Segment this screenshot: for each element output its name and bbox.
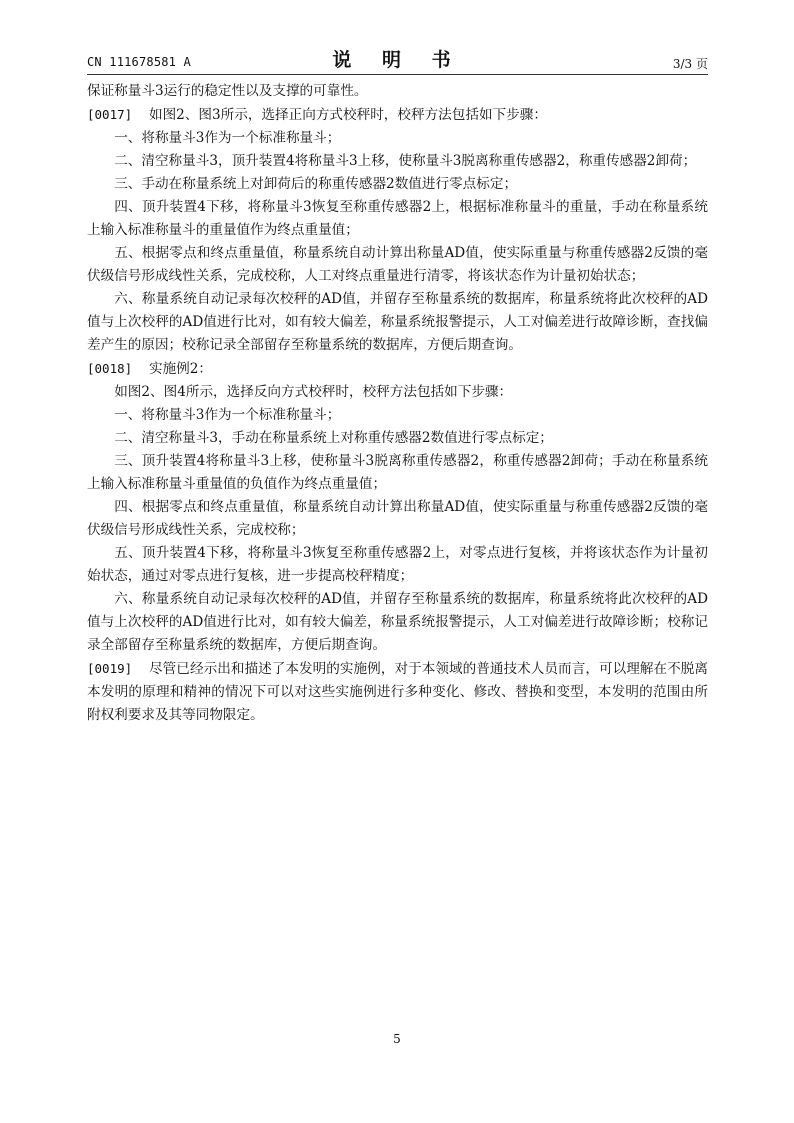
step-item: 四、顶升装置4下移，将称量斗3恢复至称重传感器2上，根据标准称量斗的重量，手动在称量系统上输入标准称量斗的重量值作为终点重量值； — [87, 199, 708, 238]
paragraph-text: 实施例2： — [149, 361, 213, 377]
step-item: 二、清空称量斗3，手动在称量系统上对称重传感器2数值进行零点标定； — [114, 430, 553, 446]
paragraph-0018 — [87, 357, 708, 381]
document-title: 说 明 书 — [332, 49, 463, 71]
paragraph-text: 如图2、图3所示，选择正向方式校秤时，校秤方法包括如下步骤： — [149, 107, 547, 123]
paragraph-number: [0018] — [87, 361, 133, 376]
step-item: 二、清空称量斗3，顶升装置4将称量斗3上移，使称量斗3脱离称重传感器2，称重传感器2卸荷； — [114, 153, 697, 169]
paragraph-0017 — [87, 103, 708, 127]
paragraph-number: [0019] — [87, 661, 133, 676]
page-number: 5 — [393, 1032, 401, 1046]
paragraph-number: [0017] — [87, 107, 133, 122]
step-item: 一、将称量斗3作为一个标准称量斗； — [114, 407, 341, 423]
paragraph-text: 尽管已经示出和描述了本发明的实施例，对于本领域的普通技术人员而言，可以理解在不脱离本发明的原理和精神的情况下可以对这些实施例进行多种变化、修改、替换和变型，本发明的范围由所附权利要求及其等同物限定。 — [87, 661, 708, 723]
step-item: 五、顶升装置4下移，将称量斗3恢复至称重传感器2上，对零点进行复核，并将该状态作为计量初始状态，通过对零点进行复核，进一步提高校秤精度； — [87, 545, 708, 584]
step-item: 六、称量系统自动记录每次校秤的AD值，并留存至称量系统的数据库，称量系统将此次校秤的AD值与上次校秤的AD值进行比对，如有较大偏差，称量系统报警提示，人工对偏差进行故障诊断，查找偏差产生的原因；校称记录全部留存至称量系统的数据库，方便后期查询。 — [87, 291, 708, 353]
step-item: 一、将称量斗3作为一个标准称量斗； — [114, 130, 341, 146]
publication-number: CN 111678581 A — [87, 55, 191, 69]
page-info: 3/3 页 — [672, 57, 708, 71]
step-item: 三、手动在称量系统上对卸荷后的称重传感器2数值进行零点标定； — [114, 176, 518, 192]
step-item: 四、根据零点和终点重量值，称量系统自动计算出称量AD值，使实际重量与称重传感器2反馈的毫伏级信号形成线性关系，完成校称； — [87, 499, 708, 538]
paragraph-0019 — [87, 657, 708, 727]
step-item: 五、根据零点和终点重量值，称量系统自动计算出称量AD值，使实际重量与称重传感器2反馈的毫伏级信号形成线性关系，完成校称，人工对终点重量进行清零，将该状态作为计量初始状态； — [87, 245, 708, 284]
document-body — [87, 80, 708, 727]
step-item: 六、称量系统自动记录每次校秤的AD值，并留存至称量系统的数据库，称量系统将此次校秤的AD值与上次校秤的AD值进行比对，如有较大偏差，称量系统报警提示，人工对偏差进行故障诊断；校称记录全部留存至称量系统的数据库，方便后期查询。 — [87, 591, 708, 653]
step-item: 三、顶升装置4将称量斗3上移，使称量斗3脱离称重传感器2，称重传感器2卸荷；手动在称量系统上输入标准称量斗重量值的负值作为终点重量值； — [87, 453, 708, 492]
page-header — [87, 44, 708, 75]
example-intro: 如图2、图4所示，选择反向方式校秤时，校秤方法包括如下步骤： — [114, 384, 513, 400]
continuation-line: 保证称量斗3运行的稳定性以及支撑的可靠性。 — [87, 83, 368, 99]
